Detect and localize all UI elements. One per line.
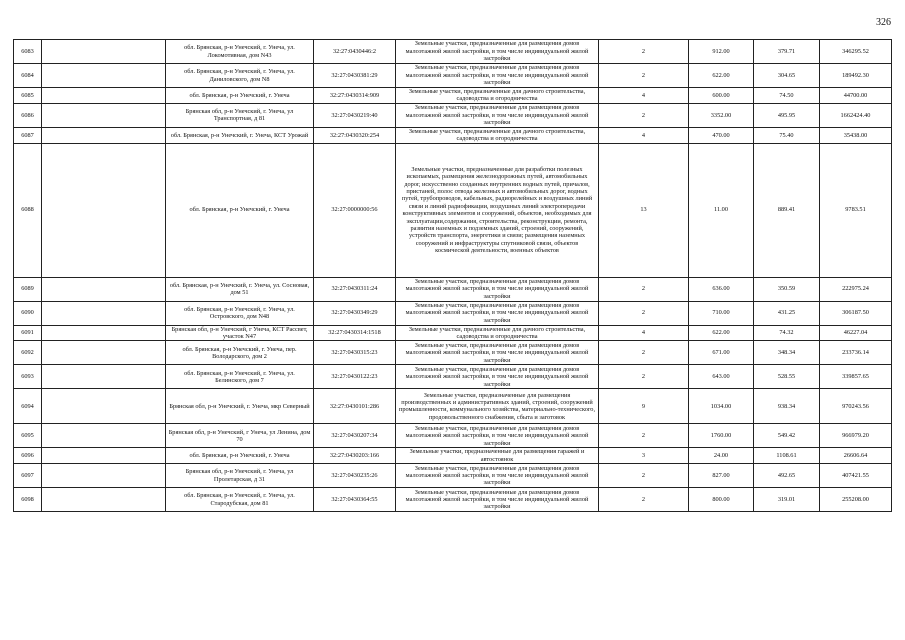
row-number: 6091 xyxy=(14,325,42,341)
page-number: 326 xyxy=(876,17,891,28)
cadastral-number-cell: 32:27:0430203:166 xyxy=(314,448,396,464)
address-cell: обл. Брянская, р-н Унечский, г. Унеча xyxy=(166,448,314,464)
row-number: 6096 xyxy=(14,448,42,464)
row-number: 6087 xyxy=(14,127,42,143)
specific-value-cell: 549.42 xyxy=(754,424,820,448)
cadastral-number-cell: 32:27:0430235:26 xyxy=(314,464,396,488)
use-group-cell: 2 xyxy=(599,40,689,64)
use-group-cell: 2 xyxy=(599,464,689,488)
row-number: 6090 xyxy=(14,301,42,325)
land-use-purpose-cell: Земельные участки, предназначенные для размещения домов малоэтажной жилой застройки, в том числе индивидуальной жилой застройки xyxy=(396,301,599,325)
cadastral-number-cell: 32:27:0430311:24 xyxy=(314,277,396,301)
use-group-cell: 2 xyxy=(599,301,689,325)
land-use-purpose-cell: Земельные участки, предназначенные для размещения гаражей и автостоянок xyxy=(396,448,599,464)
area-cell: 636.00 xyxy=(689,277,754,301)
address-cell: обл. Брянская, р-н Унечский, г. Унеча, ул. Островского, дом N48 xyxy=(166,301,314,325)
land-use-purpose-cell: Земельные участки, предназначенные для дачного строительства, садоводства и огородничества xyxy=(396,88,599,104)
area-cell: 470.00 xyxy=(689,127,754,143)
blank-cell xyxy=(42,389,166,424)
use-group-cell: 2 xyxy=(599,488,689,512)
row-number: 6084 xyxy=(14,64,42,88)
specific-value-cell: 889.41 xyxy=(754,143,820,277)
row-number: 6089 xyxy=(14,277,42,301)
use-group-cell: 4 xyxy=(599,127,689,143)
table-row xyxy=(14,277,892,301)
cadastral-value-cell: 255208.00 xyxy=(820,488,892,512)
specific-value-cell: 379.71 xyxy=(754,40,820,64)
area-cell: 622.00 xyxy=(689,325,754,341)
use-group-cell: 2 xyxy=(599,103,689,127)
land-use-purpose-cell: Земельные участки, предназначенные для размещения домов малоэтажной жилой застройки, в том числе индивидуальной жилой застройки xyxy=(396,488,599,512)
blank-cell xyxy=(42,464,166,488)
row-number: 6086 xyxy=(14,103,42,127)
specific-value-cell: 319.01 xyxy=(754,488,820,512)
row-number: 6094 xyxy=(14,389,42,424)
specific-value-cell: 528.55 xyxy=(754,365,820,389)
table-row xyxy=(14,325,892,341)
blank-cell xyxy=(42,127,166,143)
cadastral-number-cell: 32:27:0000000:56 xyxy=(314,143,396,277)
land-use-purpose-cell: Земельные участки, предназначенные для размещения домов малоэтажной жилой застройки, в том числе индивидуальной жилой застройки xyxy=(396,64,599,88)
cadastral-number-cell: 32:27:0430207:34 xyxy=(314,424,396,448)
area-cell: 24.00 xyxy=(689,448,754,464)
land-use-purpose-cell: Земельные участки, предназначенные для размещения домов малоэтажной жилой застройки, в том числе индивидуальной жилой застройки xyxy=(396,277,599,301)
specific-value-cell: 495.95 xyxy=(754,103,820,127)
row-number: 6092 xyxy=(14,341,42,365)
cadastral-number-cell: 32:27:0430320:254 xyxy=(314,127,396,143)
address-cell: обл. Брянская, р-н Унечский, г. Унеча, КСТ Урожай xyxy=(166,127,314,143)
area-cell: 671.00 xyxy=(689,341,754,365)
table-row xyxy=(14,448,892,464)
address-cell: Брянская обл, р-н Унечский, г. Унеча, ул Транспортная, д 81 xyxy=(166,103,314,127)
address-cell: обл. Брянская, р-н Унечский, г. Унеча, ул. Даниловского, дом N8 xyxy=(166,64,314,88)
land-use-purpose-cell: Земельные участки, предназначенные для размещения домов малоэтажной жилой застройки, в том числе индивидуальной жилой застройки xyxy=(396,424,599,448)
blank-cell xyxy=(42,143,166,277)
address-cell: обл. Брянская, р-н Унечский, г. Унеча xyxy=(166,88,314,104)
use-group-cell: 2 xyxy=(599,64,689,88)
address-cell: обл. Брянская, р-н Унечский, г. Унеча, ул. Сосновая, дом 51 xyxy=(166,277,314,301)
area-cell: 622.00 xyxy=(689,64,754,88)
row-number: 6098 xyxy=(14,488,42,512)
blank-cell xyxy=(42,40,166,64)
blank-cell xyxy=(42,277,166,301)
specific-value-cell: 431.25 xyxy=(754,301,820,325)
row-number: 6095 xyxy=(14,424,42,448)
cadastral-value-table xyxy=(13,39,892,512)
cadastral-number-cell: 32:27:0430315:23 xyxy=(314,341,396,365)
cadastral-value-cell: 233736.14 xyxy=(820,341,892,365)
address-cell: Брянская обл, р-н Унечский, г Унеча, КСТ Рассвет, участок N47 xyxy=(166,325,314,341)
area-cell: 827.00 xyxy=(689,464,754,488)
row-number: 6097 xyxy=(14,464,42,488)
cadastral-value-cell: 46227.04 xyxy=(820,325,892,341)
cadastral-value-cell: 339857.65 xyxy=(820,365,892,389)
specific-value-cell: 938.34 xyxy=(754,389,820,424)
cadastral-value-cell: 970243.56 xyxy=(820,389,892,424)
area-cell: 3352.00 xyxy=(689,103,754,127)
table-row xyxy=(14,341,892,365)
area-cell: 710.00 xyxy=(689,301,754,325)
use-group-cell: 4 xyxy=(599,88,689,104)
address-cell: обл. Брянская, р-н Унечский, г. Унеча, пер. Володарского, дом 2 xyxy=(166,341,314,365)
cadastral-number-cell: 32:27:0430314:909 xyxy=(314,88,396,104)
use-group-cell: 9 xyxy=(599,389,689,424)
cadastral-value-cell: 9783.51 xyxy=(820,143,892,277)
area-cell: 1034.00 xyxy=(689,389,754,424)
area-cell: 600.00 xyxy=(689,88,754,104)
cadastral-value-cell: 35438.00 xyxy=(820,127,892,143)
address-cell: Брянская обл, р-н Унечский, г Унеча, ул Ленина, дом 70 xyxy=(166,424,314,448)
blank-cell xyxy=(42,488,166,512)
use-group-cell: 2 xyxy=(599,277,689,301)
land-use-purpose-cell: Земельные участки, предназначенные для размещения домов малоэтажной жилой застройки, в том числе индивидуальной жилой застройки xyxy=(396,40,599,64)
use-group-cell: 4 xyxy=(599,325,689,341)
table-row xyxy=(14,103,892,127)
blank-cell xyxy=(42,365,166,389)
area-cell: 912.00 xyxy=(689,40,754,64)
land-use-purpose-cell: Земельные участки, предназначенные для размещения домов малоэтажной жилой застройки, в том числе индивидуальной жилой застройки xyxy=(396,103,599,127)
land-use-purpose-cell: Земельные участки, предназначенные для размещения домов малоэтажной жилой застройки, в том числе индивидуальной жилой застройки xyxy=(396,365,599,389)
specific-value-cell: 74.50 xyxy=(754,88,820,104)
use-group-cell: 2 xyxy=(599,341,689,365)
specific-value-cell: 1108.61 xyxy=(754,448,820,464)
use-group-cell: 2 xyxy=(599,424,689,448)
address-cell: Брянская обл, р-н Унечский, г. Унеча, мкр Северный xyxy=(166,389,314,424)
address-cell: обл. Брянская, р-н Унечский, г. Унеча, ул. Белинского, дом 7 xyxy=(166,365,314,389)
area-cell: 643.00 xyxy=(689,365,754,389)
table-row xyxy=(14,64,892,88)
cadastral-value-cell: 222975.24 xyxy=(820,277,892,301)
land-use-purpose-cell: Земельные участки, предназначенные для размещения домов малоэтажной жилой застройки, в том числе индивидуальной жилой застройки xyxy=(396,464,599,488)
area-cell: 1760.00 xyxy=(689,424,754,448)
specific-value-cell: 304.65 xyxy=(754,64,820,88)
land-use-purpose-cell: Земельные участки, предназначенные для дачного строительства, садоводства и огородничества xyxy=(396,127,599,143)
table-row xyxy=(14,488,892,512)
address-cell: обл. Брянская, р-н Унечский, г. Унеча xyxy=(166,143,314,277)
cadastral-value-cell: 189492.30 xyxy=(820,64,892,88)
table-row xyxy=(14,389,892,424)
row-number: 6093 xyxy=(14,365,42,389)
table-row xyxy=(14,365,892,389)
table-row xyxy=(14,127,892,143)
cadastral-number-cell: 32:27:0430349:29 xyxy=(314,301,396,325)
specific-value-cell: 492.65 xyxy=(754,464,820,488)
use-group-cell: 2 xyxy=(599,365,689,389)
table-row xyxy=(14,301,892,325)
area-cell: 800.00 xyxy=(689,488,754,512)
use-group-cell: 3 xyxy=(599,448,689,464)
row-number: 6083 xyxy=(14,40,42,64)
cadastral-value-cell: 966979.20 xyxy=(820,424,892,448)
cadastral-value-cell: 1662424.40 xyxy=(820,103,892,127)
table-body xyxy=(14,40,892,512)
cadastral-value-cell: 407421.55 xyxy=(820,464,892,488)
blank-cell xyxy=(42,325,166,341)
specific-value-cell: 74.32 xyxy=(754,325,820,341)
land-use-purpose-cell: Земельные участки, предназначенные для дачного строительства, садоводства и огородничества xyxy=(396,325,599,341)
cadastral-number-cell: 32:27:0430101:286 xyxy=(314,389,396,424)
land-use-purpose-cell: Земельные участки, предназначенные для размещения производственных и административных зданий, строений, сооружений промышленности, коммунального хозяйства, материально-технического, продовольственного снабжения, сбыта и заготовок xyxy=(396,389,599,424)
blank-cell xyxy=(42,424,166,448)
table-row xyxy=(14,40,892,64)
cadastral-number-cell: 32:27:0430446:2 xyxy=(314,40,396,64)
specific-value-cell: 75.40 xyxy=(754,127,820,143)
address-cell: обл. Брянская, р-н Унечский, г. Унеча, ул. Стародубская, дом 81 xyxy=(166,488,314,512)
specific-value-cell: 350.59 xyxy=(754,277,820,301)
blank-cell xyxy=(42,341,166,365)
specific-value-cell: 348.34 xyxy=(754,341,820,365)
blank-cell xyxy=(42,301,166,325)
cadastral-value-cell: 44700.00 xyxy=(820,88,892,104)
blank-cell xyxy=(42,64,166,88)
cadastral-number-cell: 32:27:0430122:23 xyxy=(314,365,396,389)
cadastral-number-cell: 32:27:0430364:55 xyxy=(314,488,396,512)
blank-cell xyxy=(42,103,166,127)
cadastral-value-cell: 306187.50 xyxy=(820,301,892,325)
table-row xyxy=(14,424,892,448)
cadastral-value-cell: 346295.52 xyxy=(820,40,892,64)
land-use-purpose-cell: Земельные участки, предназначенные для размещения домов малоэтажной жилой застройки, в том числе индивидуальной жилой застройки xyxy=(396,341,599,365)
use-group-cell: 13 xyxy=(599,143,689,277)
row-number: 6085 xyxy=(14,88,42,104)
table-row xyxy=(14,143,892,277)
area-cell: 11.00 xyxy=(689,143,754,277)
address-cell: Брянская обл, р-н Унечский, г. Унеча, ул Пролетарская, д 31 xyxy=(166,464,314,488)
blank-cell xyxy=(42,88,166,104)
land-use-purpose-cell: Земельные участки, предназначенные для разработки полезных ископаемых, размещения железнодорожных путей, автомобильных дорог, искусственно созданных внутренних водных путей, причалов, пристаней, полос отвода железных и автомобильных дорог, водных путей, трубопроводов, кабельных, радиорелейных и воздушных линий связи и линий радиофикации, воздушных линий электропередачи конструктивных элементов и сооружений, объектов, необходимых для эксплуатации,содержания, строительства, реконструкции, ремонта, развития наземных и подземных зданий, строений, сооружений, устройств транспорта, энергетики и связи; размещения наземных сооружений и инфраструктуры спутниковой связи, объектов космической деятельности, военных объектов xyxy=(396,143,599,277)
table-row xyxy=(14,464,892,488)
row-number: 6088 xyxy=(14,143,42,277)
blank-cell xyxy=(42,448,166,464)
cadastral-number-cell: 32:27:0430219:40 xyxy=(314,103,396,127)
cadastral-value-cell: 26606.64 xyxy=(820,448,892,464)
address-cell: обл. Брянская, р-н Унечский, г. Унеча, ул. Локомотивная, дом N43 xyxy=(166,40,314,64)
cadastral-number-cell: 32:27:0430314:1518 xyxy=(314,325,396,341)
table-row xyxy=(14,88,892,104)
cadastral-number-cell: 32:27:0430381:29 xyxy=(314,64,396,88)
